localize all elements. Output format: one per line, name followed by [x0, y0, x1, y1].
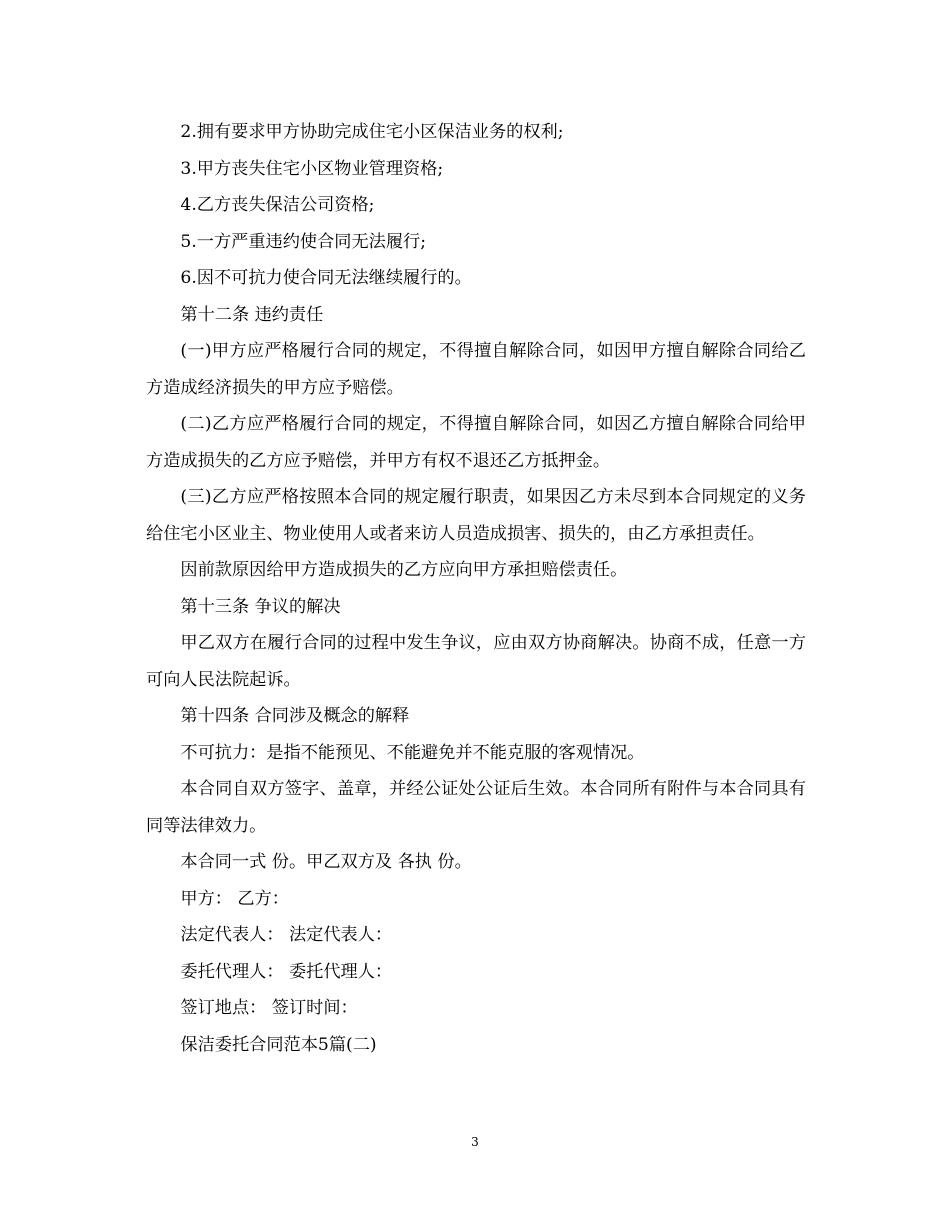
next-section-title: 保洁委托合同范本5篇(二) — [180, 1034, 377, 1055]
article-12-para-1: (一)甲方应严格履行合同的规定，不得擅自解除合同，如因甲方擅自解除合同给乙方造成经济损失的甲方应予赔偿。 — [146, 341, 806, 398]
article-12-para-3: (三)乙方应严格按照本合同的规定履行职责，如果因乙方未尽到本合同规定的义务给住宅小区业主、物业使用人或者来访人员造成损害、损失的，由乙方承担责任。 — [146, 487, 806, 544]
clause-item-6: 6.因不可抗力使合同无法继续履行的。 — [180, 268, 472, 288]
article-12-para-4: 因前款原因给甲方造成损失的乙方应向甲方承担赔偿责任。 — [180, 560, 628, 580]
copies-para: 本合同一式 份。甲乙双方及 各执 份。 — [180, 852, 472, 872]
signature-legal-representatives: 法定代表人： 法定代表人： — [180, 925, 393, 945]
article-14-heading: 第十四条 合同涉及概念的解释 — [180, 706, 410, 726]
signature-place-time: 签订地点： 签订时间： — [180, 998, 358, 1018]
article-12-heading: 第十二条 违约责任 — [180, 304, 324, 325]
clause-item-2: 2.拥有要求甲方协助完成住宅小区保洁业务的权利; — [180, 122, 564, 142]
clause-item-4: 4.乙方丧失保洁公司资格; — [180, 195, 375, 215]
article-13-heading: 第十三条 争议的解决 — [180, 596, 341, 617]
article-13-para-1: 甲乙双方在履行合同的过程中发生争议，应由双方协商解决。协商不成，任意一方可向人民法院起诉。 — [146, 633, 806, 690]
document-body — [146, 114, 806, 1063]
effectiveness-para: 本合同自双方签字、盖章，并经公证处公证后生效。本合同所有附件与本合同具有同等法律效力。 — [146, 779, 806, 836]
signature-agents: 委托代理人： 委托代理人： — [180, 961, 393, 982]
signature-parties: 甲方： 乙方： — [180, 888, 289, 909]
article-12-para-2: (二)乙方应严格履行合同的规定，不得擅自解除合同，如因乙方擅自解除合同给甲方造成损失的乙方应予赔偿，并甲方有权不退还乙方抵押金。 — [146, 414, 806, 471]
clause-item-5: 5.一方严重违约使合同无法履行; — [180, 231, 427, 252]
page-number: 3 — [471, 1135, 479, 1149]
clause-item-3: 3.甲方丧失住宅小区物业管理资格; — [180, 158, 444, 179]
article-14-para-1: 不可抗力：是指不能预见、不能避免并不能克服的客观情况。 — [180, 742, 645, 763]
